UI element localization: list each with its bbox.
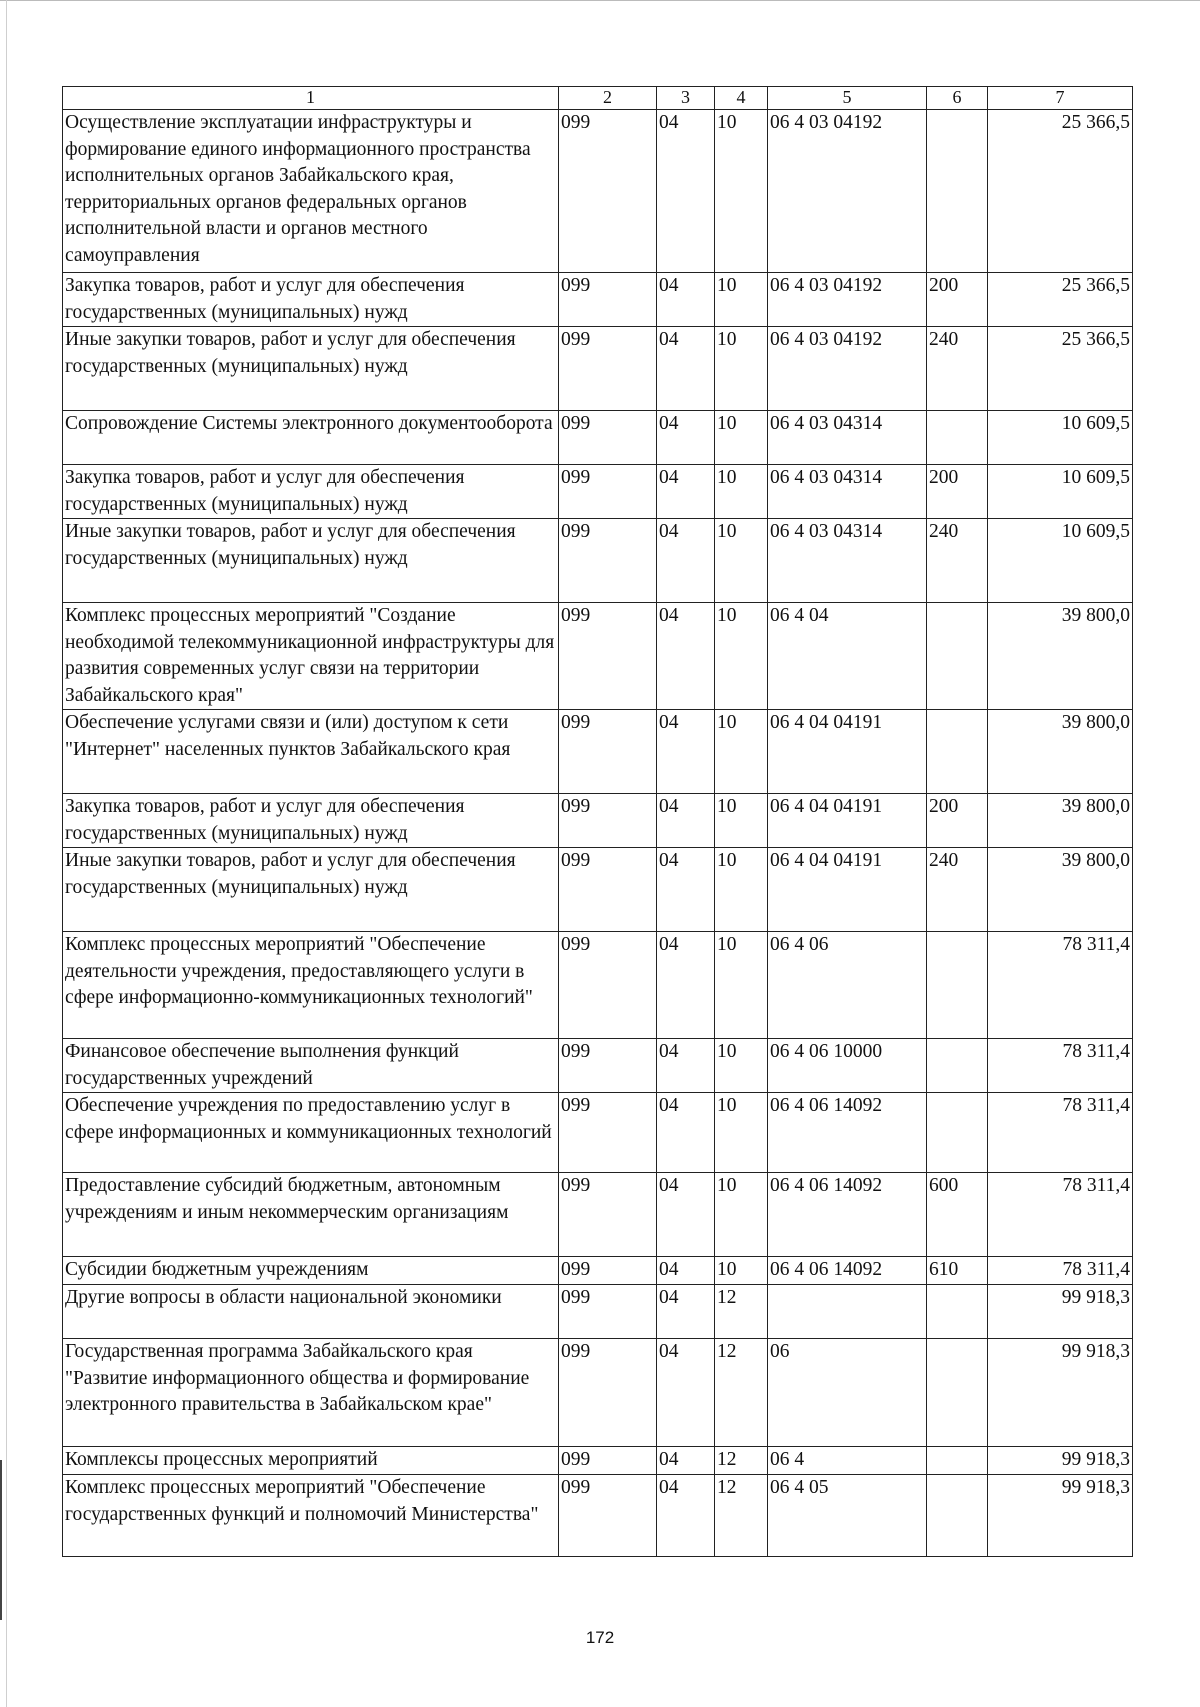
row-section-cell: 04 xyxy=(657,1475,715,1557)
row-amount-cell: 99 918,3 xyxy=(988,1447,1133,1475)
row-subsection-cell: 10 xyxy=(715,848,768,932)
row-expense-type-cell xyxy=(927,603,988,710)
table-row xyxy=(63,465,1133,519)
row-expense-type-cell xyxy=(927,1285,988,1339)
scan-edge-mark xyxy=(0,1460,2,1620)
row-grbs-cell: 099 xyxy=(559,1039,657,1093)
row-grbs-cell: 099 xyxy=(559,465,657,519)
row-expense-type-cell: 600 xyxy=(927,1173,988,1257)
row-expense-type-cell: 240 xyxy=(927,327,988,411)
row-section-cell: 04 xyxy=(657,794,715,848)
row-grbs-cell: 099 xyxy=(559,1475,657,1557)
row-name-cell: Сопровождение Системы электронного документооборота xyxy=(63,411,559,465)
col-header-1: 1 xyxy=(63,87,559,110)
row-subsection-cell: 12 xyxy=(715,1285,768,1339)
row-section-cell: 04 xyxy=(657,273,715,327)
row-target-cell: 06 4 04 xyxy=(768,603,927,710)
row-expense-type-cell: 610 xyxy=(927,1257,988,1285)
row-name-cell: Другие вопросы в области национальной экономики xyxy=(63,1285,559,1339)
row-grbs-cell: 099 xyxy=(559,1285,657,1339)
table-row xyxy=(63,848,1133,932)
row-expense-type-cell xyxy=(927,1447,988,1475)
col-header-5: 5 xyxy=(768,87,927,110)
row-section-cell: 04 xyxy=(657,110,715,273)
row-section-cell: 04 xyxy=(657,1093,715,1173)
row-target-cell: 06 4 04 04191 xyxy=(768,710,927,794)
row-target-cell: 06 4 03 04314 xyxy=(768,411,927,465)
row-name-cell: Иные закупки товаров, работ и услуг для обеспечения государственных (муниципальных) нужд xyxy=(63,327,559,411)
row-grbs-cell: 099 xyxy=(559,110,657,273)
table-row xyxy=(63,1039,1133,1093)
row-subsection-cell: 10 xyxy=(715,1173,768,1257)
row-section-cell: 04 xyxy=(657,848,715,932)
row-subsection-cell: 10 xyxy=(715,932,768,1039)
row-amount-cell: 25 366,5 xyxy=(988,273,1133,327)
col-header-3: 3 xyxy=(657,87,715,110)
row-section-cell: 04 xyxy=(657,1173,715,1257)
col-header-6: 6 xyxy=(927,87,988,110)
row-target-cell: 06 4 06 10000 xyxy=(768,1039,927,1093)
row-amount-cell: 39 800,0 xyxy=(988,848,1133,932)
row-expense-type-cell xyxy=(927,1475,988,1557)
row-amount-cell: 10 609,5 xyxy=(988,465,1133,519)
row-subsection-cell: 10 xyxy=(715,110,768,273)
row-amount-cell: 78 311,4 xyxy=(988,1173,1133,1257)
scan-margin-line xyxy=(6,0,7,1707)
table-row xyxy=(63,1173,1133,1257)
row-target-cell: 06 4 03 04192 xyxy=(768,327,927,411)
row-amount-cell: 99 918,3 xyxy=(988,1339,1133,1447)
row-amount-cell: 78 311,4 xyxy=(988,1093,1133,1173)
row-amount-cell: 39 800,0 xyxy=(988,710,1133,794)
row-expense-type-cell xyxy=(927,1039,988,1093)
row-section-cell: 04 xyxy=(657,465,715,519)
table-row xyxy=(63,110,1133,273)
row-name-cell: Осуществление эксплуатации инфраструктуры и формирование единого информационного пространства исполнительных органов Забайкальского края, территориальных органов федеральных органов исполнительной власти и органов местного самоуправления xyxy=(63,110,559,273)
row-target-cell: 06 4 04 04191 xyxy=(768,794,927,848)
page-edge xyxy=(0,0,1200,7)
row-section-cell: 04 xyxy=(657,519,715,603)
row-section-cell: 04 xyxy=(657,327,715,411)
row-grbs-cell: 099 xyxy=(559,519,657,603)
table-row xyxy=(63,794,1133,848)
row-name-cell: Иные закупки товаров, работ и услуг для обеспечения государственных (муниципальных) нужд xyxy=(63,848,559,932)
row-amount-cell: 39 800,0 xyxy=(988,603,1133,710)
row-amount-cell: 10 609,5 xyxy=(988,519,1133,603)
table-row xyxy=(63,1447,1133,1475)
row-subsection-cell: 10 xyxy=(715,1257,768,1285)
row-expense-type-cell xyxy=(927,932,988,1039)
row-grbs-cell: 099 xyxy=(559,1257,657,1285)
row-amount-cell: 25 366,5 xyxy=(988,110,1133,273)
row-grbs-cell: 099 xyxy=(559,710,657,794)
row-section-cell: 04 xyxy=(657,411,715,465)
row-name-cell: Комплекс процессных мероприятий "Создание необходимой телекоммуникационной инфраструктуры для развития современных услуг связи на территории Забайкальского края" xyxy=(63,603,559,710)
row-name-cell: Субсидии бюджетным учреждениям xyxy=(63,1257,559,1285)
table-row xyxy=(63,932,1133,1039)
row-amount-cell: 78 311,4 xyxy=(988,932,1133,1039)
row-expense-type-cell xyxy=(927,411,988,465)
table-row xyxy=(63,1257,1133,1285)
row-expense-type-cell xyxy=(927,710,988,794)
row-target-cell xyxy=(768,1285,927,1339)
row-expense-type-cell: 240 xyxy=(927,519,988,603)
row-target-cell: 06 4 03 04192 xyxy=(768,273,927,327)
row-target-cell: 06 4 03 04314 xyxy=(768,519,927,603)
row-expense-type-cell: 200 xyxy=(927,273,988,327)
row-amount-cell: 39 800,0 xyxy=(988,794,1133,848)
row-grbs-cell: 099 xyxy=(559,1093,657,1173)
table-row xyxy=(63,710,1133,794)
row-grbs-cell: 099 xyxy=(559,848,657,932)
row-expense-type-cell: 200 xyxy=(927,794,988,848)
row-amount-cell: 78 311,4 xyxy=(988,1039,1133,1093)
row-subsection-cell: 10 xyxy=(715,1093,768,1173)
row-grbs-cell: 099 xyxy=(559,1447,657,1475)
row-name-cell: Комплекс процессных мероприятий "Обеспечение государственных функций и полномочий Министерства" xyxy=(63,1475,559,1557)
table-row xyxy=(63,603,1133,710)
row-grbs-cell: 099 xyxy=(559,1173,657,1257)
row-name-cell: Государственная программа Забайкальского края "Развитие информационного общества и формирование электронного правительства в Забайкальском крае" xyxy=(63,1339,559,1447)
col-header-4: 4 xyxy=(715,87,768,110)
row-subsection-cell: 10 xyxy=(715,519,768,603)
row-expense-type-cell xyxy=(927,110,988,273)
col-header-2: 2 xyxy=(559,87,657,110)
row-subsection-cell: 10 xyxy=(715,794,768,848)
row-grbs-cell: 099 xyxy=(559,794,657,848)
row-target-cell: 06 4 06 14092 xyxy=(768,1257,927,1285)
row-subsection-cell: 10 xyxy=(715,465,768,519)
table-row xyxy=(63,1339,1133,1447)
row-section-cell: 04 xyxy=(657,1285,715,1339)
row-subsection-cell: 10 xyxy=(715,603,768,710)
row-expense-type-cell: 240 xyxy=(927,848,988,932)
row-subsection-cell: 10 xyxy=(715,327,768,411)
budget-table xyxy=(62,86,1133,1557)
row-subsection-cell: 12 xyxy=(715,1475,768,1557)
row-subsection-cell: 10 xyxy=(715,411,768,465)
row-section-cell: 04 xyxy=(657,1339,715,1447)
row-grbs-cell: 099 xyxy=(559,1339,657,1447)
row-section-cell: 04 xyxy=(657,710,715,794)
table-row xyxy=(63,273,1133,327)
row-subsection-cell: 12 xyxy=(715,1447,768,1475)
header-row xyxy=(63,87,1133,110)
row-amount-cell: 10 609,5 xyxy=(988,411,1133,465)
row-name-cell: Закупка товаров, работ и услуг для обеспечения государственных (муниципальных) нужд xyxy=(63,273,559,327)
row-grbs-cell: 099 xyxy=(559,603,657,710)
row-name-cell: Закупка товаров, работ и услуг для обеспечения государственных (муниципальных) нужд xyxy=(63,465,559,519)
row-target-cell: 06 4 xyxy=(768,1447,927,1475)
table-row xyxy=(63,1093,1133,1173)
row-amount-cell: 99 918,3 xyxy=(988,1475,1133,1557)
page-number: 172 xyxy=(585,1628,615,1647)
row-name-cell: Закупка товаров, работ и услуг для обеспечения государственных (муниципальных) нужд xyxy=(63,794,559,848)
row-section-cell: 04 xyxy=(657,603,715,710)
table-row xyxy=(63,1475,1133,1557)
row-name-cell: Предоставление субсидий бюджетным, автономным учреждениям и иным некоммерческим организациям xyxy=(63,1173,559,1257)
row-expense-type-cell: 200 xyxy=(927,465,988,519)
row-grbs-cell: 099 xyxy=(559,327,657,411)
row-subsection-cell: 12 xyxy=(715,1339,768,1447)
row-expense-type-cell xyxy=(927,1093,988,1173)
row-name-cell: Комплекс процессных мероприятий "Обеспечение деятельности учреждения, предоставляющего услуги в сфере информационно-коммуникационных технологий" xyxy=(63,932,559,1039)
row-section-cell: 04 xyxy=(657,1257,715,1285)
row-subsection-cell: 10 xyxy=(715,1039,768,1093)
table-row xyxy=(63,519,1133,603)
row-grbs-cell: 099 xyxy=(559,932,657,1039)
row-amount-cell: 25 366,5 xyxy=(988,327,1133,411)
row-section-cell: 04 xyxy=(657,1039,715,1093)
row-name-cell: Финансовое обеспечение выполнения функций государственных учреждений xyxy=(63,1039,559,1093)
table-row xyxy=(63,1285,1133,1339)
row-name-cell: Иные закупки товаров, работ и услуг для обеспечения государственных (муниципальных) нужд xyxy=(63,519,559,603)
row-name-cell: Обеспечение услугами связи и (или) доступом к сети "Интернет" населенных пунктов Забайкальского края xyxy=(63,710,559,794)
row-target-cell: 06 4 04 04191 xyxy=(768,848,927,932)
row-target-cell: 06 4 03 04314 xyxy=(768,465,927,519)
row-expense-type-cell xyxy=(927,1339,988,1447)
row-target-cell: 06 4 03 04192 xyxy=(768,110,927,273)
table-row xyxy=(63,327,1133,411)
table-row xyxy=(63,411,1133,465)
row-target-cell: 06 xyxy=(768,1339,927,1447)
row-amount-cell: 78 311,4 xyxy=(988,1257,1133,1285)
row-grbs-cell: 099 xyxy=(559,273,657,327)
row-grbs-cell: 099 xyxy=(559,411,657,465)
col-header-7: 7 xyxy=(988,87,1133,110)
row-name-cell: Обеспечение учреждения по предоставлению услуг в сфере информационных и коммуникационных технологий xyxy=(63,1093,559,1173)
row-name-cell: Комплексы процессных мероприятий xyxy=(63,1447,559,1475)
row-section-cell: 04 xyxy=(657,932,715,1039)
row-subsection-cell: 10 xyxy=(715,273,768,327)
row-section-cell: 04 xyxy=(657,1447,715,1475)
row-amount-cell: 99 918,3 xyxy=(988,1285,1133,1339)
row-target-cell: 06 4 06 xyxy=(768,932,927,1039)
row-target-cell: 06 4 06 14092 xyxy=(768,1173,927,1257)
row-target-cell: 06 4 05 xyxy=(768,1475,927,1557)
row-target-cell: 06 4 06 14092 xyxy=(768,1093,927,1173)
row-subsection-cell: 10 xyxy=(715,710,768,794)
